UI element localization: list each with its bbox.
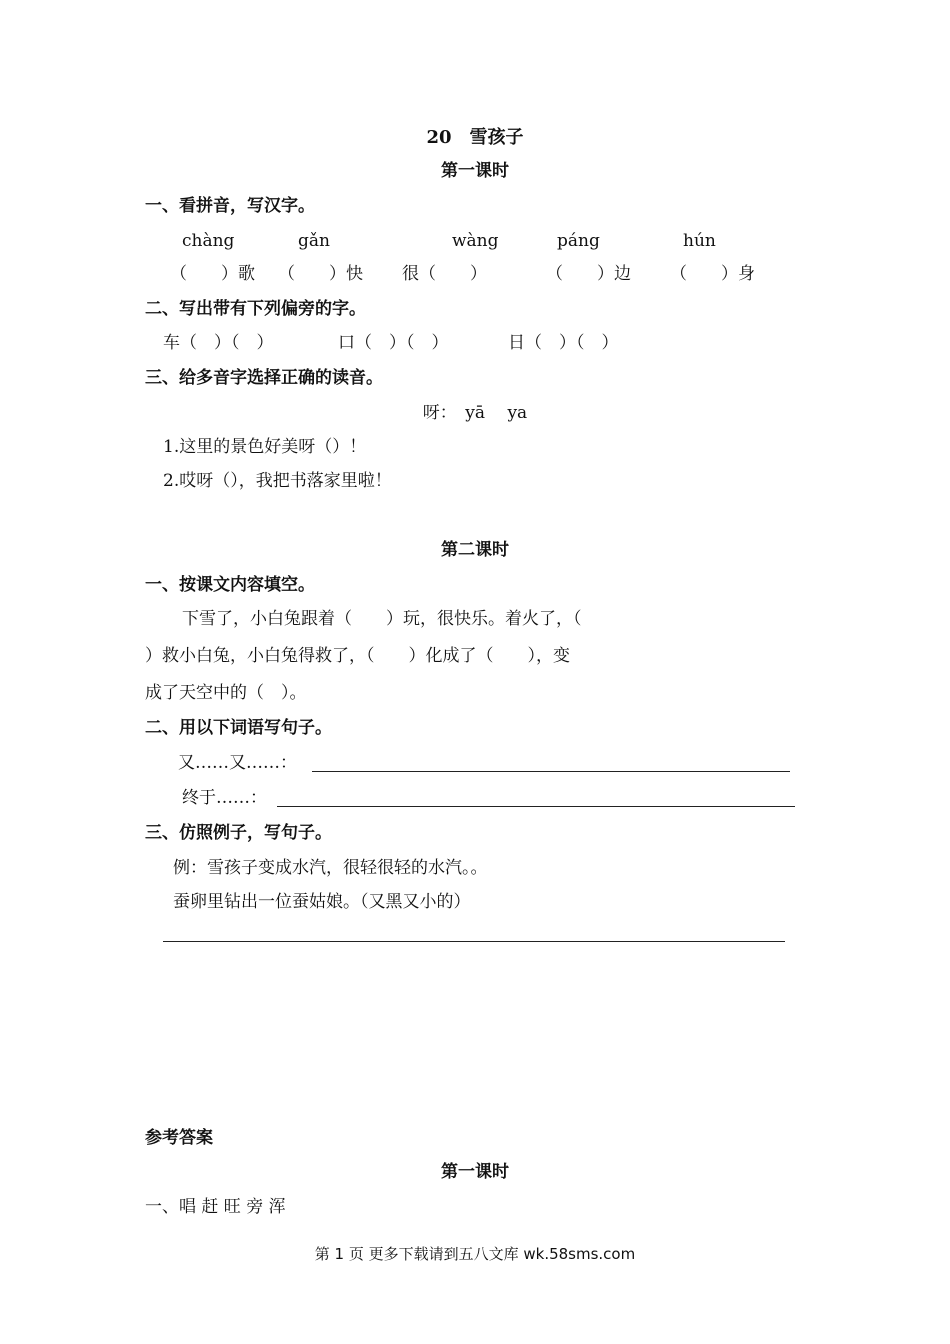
blank-shen: （ ）身 [670, 264, 755, 284]
blank-ge: （ ）歌 [170, 264, 255, 284]
blank-bian: （ ）边 [546, 264, 631, 284]
lesson1-heading: 第一课时 [441, 161, 509, 181]
radical-che: 车（ ）（ ） [163, 333, 274, 353]
l1-q1-title: 一、看拼音，写汉字。 [145, 196, 315, 216]
page-footer: 第 1 页 更多下载请到五八文库 wk.58sms.com [314, 1245, 636, 1263]
fill-line-3: 成了天空中的（ ）。 [145, 683, 307, 703]
answers-line-1: 一、唱 赶 旺 旁 浑 [145, 1197, 286, 1217]
sentence-2: 2.哎呀（），我把书落家里啦！ [163, 471, 392, 491]
page-title: 20 雪孩子 [426, 127, 524, 148]
answers-heading: 参考答案 [145, 1128, 213, 1148]
word-zhongyu: 终于……： [182, 788, 267, 808]
fill-line-2: ）救小白兔，小白兔得救了，（ ）化成了（ ），变 [145, 646, 570, 666]
blank-kuai: （ ）快 [278, 264, 363, 284]
blank-hen: 很（ ） [402, 264, 487, 284]
word-youyou: 又……又……： [178, 753, 297, 773]
task-sentence: 蚕卵里钻出一位蚕姑娘。（又黑又小的） [173, 892, 471, 912]
fill-line-1: 下雪了，小白兔跟着（ ）玩，很快乐。着火了，（ [182, 609, 582, 629]
l2-q3-title: 三、仿照例子，写句子。 [145, 823, 332, 843]
radical-ri: 日（ ）（ ） [508, 333, 619, 353]
polyphone-prompt: 呀： yā ya [422, 403, 528, 423]
pinyin-chang: chàng [182, 231, 235, 251]
answer-line-zhongyu[interactable] [277, 806, 795, 807]
pinyin-gan: gǎn [298, 231, 330, 251]
l2-q1-title: 一、按课文内容填空。 [145, 575, 315, 595]
lesson2-heading: 第二课时 [441, 540, 509, 560]
answer-line-youyou[interactable] [312, 771, 790, 772]
l1-q3-title: 三、给多音字选择正确的读音。 [145, 368, 383, 388]
pinyin-pang: páng [557, 231, 600, 251]
l1-q2-title: 二、写出带有下列偏旁的字。 [145, 299, 366, 319]
example-sentence: 例：雪孩子变成水汽，很轻很轻的水汽。。 [173, 858, 488, 878]
pinyin-hun: hún [683, 231, 716, 251]
answers-lesson-heading: 第一课时 [441, 1162, 509, 1182]
sentence-1: 1.这里的景色好美呀（）！ [163, 437, 367, 457]
l2-q2-title: 二、用以下词语写句子。 [145, 718, 332, 738]
answer-line-example[interactable] [163, 941, 785, 942]
pinyin-wang: wàng [452, 231, 499, 251]
radical-kou: 口（ ）（ ） [338, 333, 449, 353]
